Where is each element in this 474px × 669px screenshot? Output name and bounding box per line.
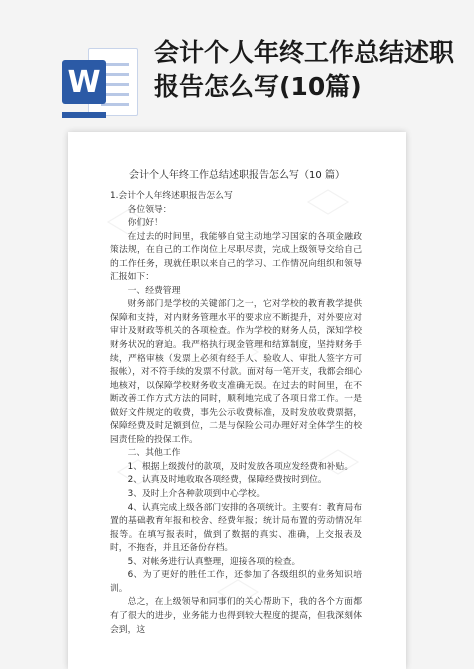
list-item: 4、认真完成上级各部门安排的各项统计。主要有：教育局布置的基础教育年报和校舍、经费年报；统计局布置的劳动情况年报等。在填写报表时，做到了数据的真实、准确，上交报表及时，不拖沓，并且还备份存档。 xyxy=(110,502,362,554)
list-item: 5、对帐务进行认真整理，迎接各项的检查。 xyxy=(127,556,301,567)
list-item: 3、及时上介各种款项到中心学校。 xyxy=(127,489,266,500)
list-item: 1、根据上级拨付的款项，及时发放各项应发经费和补贴。 xyxy=(127,461,354,472)
word-document-icon xyxy=(62,40,142,122)
document-page xyxy=(68,132,406,669)
paragraph: 财务部门是学校的关键部门之一，它对学校的教育教学提供保障和支持，对内财务管理水平的要求应不断提升，对外要应对审计及财政等机关的各项检查。作为学校的财务人员，深知学校财务状况的窘迫。我严格执行现金管理和结算制度，坚持财务手续，严格审核（发票上必须有经手人、验收人、审批人签字方可报帐），对不符手续的发票不付款。面对每一笔开支，我都会细心地核对，以保障学校财务收支准确无误。在过去的时间里，在不断改善工作方式方法的同时，顺利地完成了各项日常工作。一是做好文件规定的收费，事先公示收费标准，及时发放收费票据，保障经费及时足额到位，二是与保险公司办理好对全体学生的校园责任险的投保工作。 xyxy=(110,299,362,445)
greeting: 你们好！ xyxy=(127,218,163,229)
subheading: 一、经费管理 xyxy=(127,285,181,296)
word-badge: W xyxy=(62,60,106,104)
word-badge-underline xyxy=(62,112,106,118)
section-heading: 1.会计个人年终述职报告怎么写 xyxy=(110,191,233,201)
salutation: 各位领导： xyxy=(127,204,172,215)
list-item: 6、为了更好的胜任工作，还参加了各级组织的业务知识培训。 xyxy=(110,570,362,594)
document-body xyxy=(110,190,362,637)
document-title: 会计个人年终工作总结述职报告怎么写（10 篇） xyxy=(129,170,345,181)
list-item: 2、认真及时地收取各项经费，保障经费按时到位。 xyxy=(127,475,327,486)
paragraph: 在过去的时间里，我能够自觉主动地学习国家的各项金融政策法规，在自己的工作岗位上尽职尽责，完成上级领导交给自己的工作任务，现就任职以来自己的学习、工作情况向组织和领导汇报如下： xyxy=(110,231,362,283)
subheading: 二、其他工作 xyxy=(127,448,181,459)
page-title: 会计个人年终工作总结述职报告怎么写(10篇) xyxy=(154,38,455,101)
paragraph: 总之，在上级领导和同事们的关心帮助下，我的各个方面都有了很大的进步，业务能力也得到较大程度的提高，但我深刻体会到，这 xyxy=(110,597,362,635)
